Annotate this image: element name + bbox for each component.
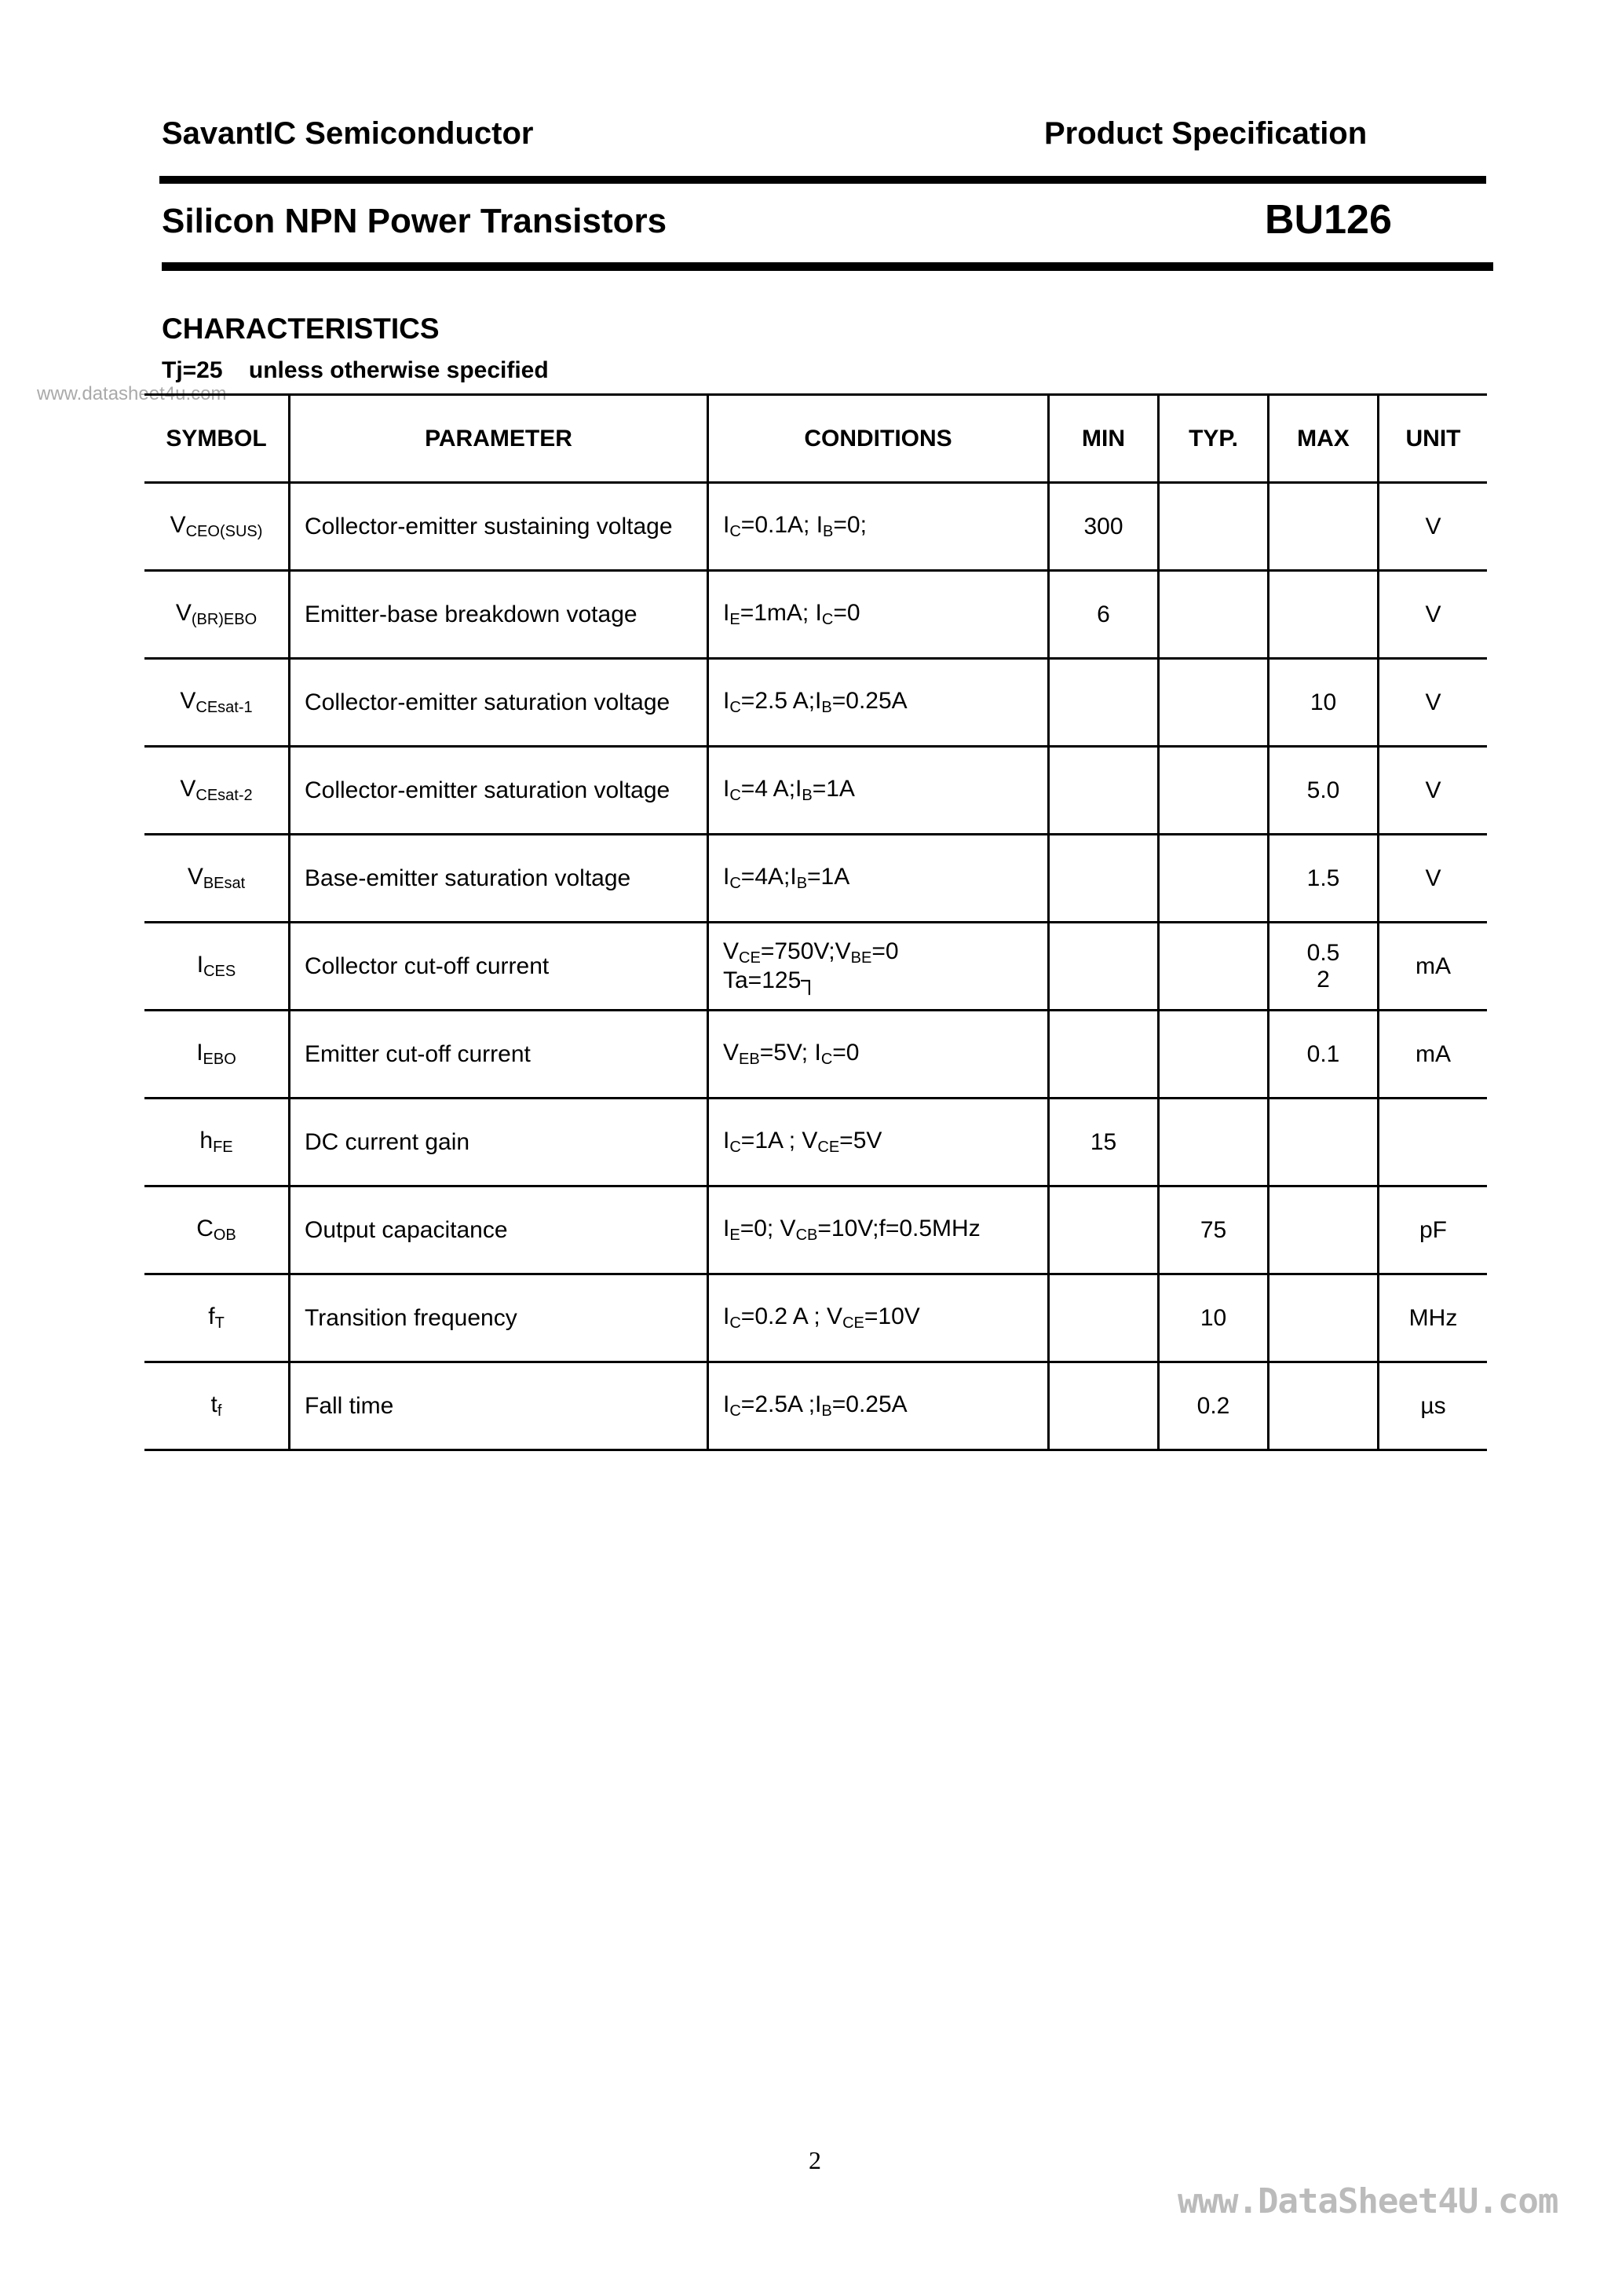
- min-cell: [1049, 1011, 1159, 1099]
- typ-cell: [1159, 923, 1269, 1011]
- unit-value: µs: [1420, 1392, 1446, 1419]
- unit-cell: [1379, 1099, 1488, 1186]
- table-row: [144, 1186, 1487, 1274]
- subscript: CE: [739, 949, 761, 967]
- text-segment: =2.5 A;I: [740, 688, 822, 714]
- max-cell: [1269, 659, 1379, 747]
- subscript: C: [729, 787, 741, 804]
- typ-value: 0.2: [1196, 1392, 1230, 1419]
- subscript: CEsat-2: [195, 787, 253, 804]
- table-row: [144, 1099, 1487, 1186]
- subscript: C: [821, 611, 834, 628]
- text-segment: =1mA; I: [740, 600, 822, 626]
- text-segment: =2.5A ;I: [740, 1391, 822, 1417]
- text-segment: =0: [871, 938, 899, 964]
- unit-cell: [1379, 659, 1488, 747]
- unit-value: V: [1425, 777, 1441, 803]
- parameter-cell: Output capacitance: [290, 1186, 708, 1274]
- unit-cell: [1379, 571, 1488, 659]
- text-segment: =0;: [833, 512, 867, 538]
- page-number: 2: [809, 2146, 821, 2174]
- unit-value: mA: [1416, 952, 1451, 979]
- text-segment: I: [723, 512, 730, 538]
- text-segment: f: [208, 1303, 215, 1329]
- symbol-cell: [144, 1362, 290, 1450]
- text-segment: =10V: [864, 1303, 920, 1329]
- subscript: C: [729, 1139, 741, 1156]
- text-segment: I: [723, 1128, 730, 1153]
- max-value: 10: [1310, 689, 1337, 715]
- max-cell: [1269, 923, 1379, 1011]
- min-cell: [1049, 923, 1159, 1011]
- typ-cell: [1159, 1274, 1269, 1362]
- subscript: C: [729, 1314, 741, 1332]
- text-segment: =4A;I: [740, 864, 797, 890]
- parameter-cell: Collector-emitter saturation voltage: [290, 747, 708, 835]
- typ-cell: [1159, 747, 1269, 835]
- table-row: [144, 659, 1487, 747]
- unit-cell: [1379, 1186, 1488, 1274]
- text-segment: =0: [832, 1040, 860, 1066]
- subscript: B: [823, 523, 834, 540]
- condition-line: [723, 776, 1047, 805]
- parameter-cell: Transition frequency: [290, 1274, 708, 1362]
- subscript: FE: [213, 1139, 233, 1156]
- min-value: 15: [1090, 1128, 1117, 1155]
- table-header-row: [144, 395, 1487, 483]
- subscript: CE: [842, 1314, 864, 1332]
- subscript: C: [729, 875, 741, 892]
- subscript: BEsat: [203, 875, 246, 892]
- min-cell: [1049, 659, 1159, 747]
- conditions-cell: [708, 1186, 1049, 1274]
- col-max: MAX: [1269, 395, 1379, 483]
- subscript: E: [729, 1227, 740, 1244]
- max-value: 0.1: [1306, 1040, 1340, 1067]
- col-unit: UNIT: [1379, 395, 1488, 483]
- unit-cell: [1379, 1274, 1488, 1362]
- table-row: [144, 923, 1487, 1011]
- text-segment: V: [170, 512, 186, 538]
- max-value: 0.5: [1306, 939, 1340, 966]
- text-segment: I: [723, 1391, 730, 1417]
- table-row: [144, 483, 1487, 571]
- min-cell: [1049, 1099, 1159, 1186]
- typ-cell: [1159, 483, 1269, 571]
- product-title: Silicon NPN Power Transistors: [162, 202, 667, 240]
- conditions-cell: [708, 571, 1049, 659]
- text-segment: =0: [833, 600, 860, 626]
- unit-value: mA: [1416, 1040, 1451, 1067]
- min-cell: [1049, 571, 1159, 659]
- condition-line: [723, 938, 1047, 967]
- max-cell: [1269, 1274, 1379, 1362]
- subscript: CEsat-1: [195, 699, 253, 716]
- parameter-cell: Collector-emitter sustaining voltage: [290, 483, 708, 571]
- subscript: C: [729, 523, 741, 540]
- condition-line: [723, 1128, 1047, 1157]
- col-conditions: CONDITIONS: [708, 395, 1049, 483]
- symbol-cell: [144, 1099, 290, 1186]
- conditions-cell: [708, 659, 1049, 747]
- subscript: CB: [795, 1227, 818, 1244]
- unit-value: V: [1425, 513, 1441, 539]
- unit-value: pF: [1419, 1216, 1447, 1243]
- text-segment: I: [196, 952, 204, 978]
- subscript: OB: [213, 1227, 236, 1244]
- table-row: [144, 1011, 1487, 1099]
- text-segment: I: [723, 1303, 730, 1329]
- min-cell: [1049, 483, 1159, 571]
- text-segment: =1A ; V: [740, 1128, 818, 1153]
- subscript: C: [729, 699, 741, 716]
- condition-line: [723, 967, 1047, 994]
- condition-line: [723, 600, 1047, 629]
- condition-line: [723, 512, 1047, 541]
- unit-cell: [1379, 1011, 1488, 1099]
- condition-line: [723, 1303, 1047, 1333]
- doc-type: Product Specification: [1044, 116, 1368, 151]
- min-cell: [1049, 1362, 1159, 1450]
- subscript: EBO: [203, 1051, 236, 1068]
- min-cell: [1049, 835, 1159, 923]
- typ-cell: [1159, 659, 1269, 747]
- text-segment: =5V: [839, 1128, 882, 1153]
- condition-line: [723, 1040, 1047, 1069]
- subscript: B: [821, 699, 832, 716]
- part-number: BU126: [1265, 197, 1392, 243]
- max-value: 2: [1317, 966, 1330, 993]
- max-cell: [1269, 1362, 1379, 1450]
- watermark-left: www.datasheet4u.com: [37, 383, 227, 404]
- table-row: [144, 835, 1487, 923]
- condition-line: [723, 688, 1047, 717]
- text-segment: I: [196, 1040, 203, 1066]
- company-name: SavantIC Semiconductor: [162, 116, 534, 151]
- subscript: EB: [739, 1051, 760, 1068]
- text-segment: t: [210, 1391, 217, 1417]
- text-segment: I: [723, 688, 730, 714]
- text-segment: h: [199, 1128, 214, 1153]
- parameter-cell: DC current gain: [290, 1099, 708, 1186]
- text-segment: =0.1A; I: [740, 512, 824, 538]
- unit-cell: [1379, 923, 1488, 1011]
- typ-cell: [1159, 1186, 1269, 1274]
- text-segment: V: [723, 1040, 740, 1066]
- text-segment: V: [723, 938, 740, 964]
- unit-value: V: [1425, 689, 1441, 715]
- col-min: MIN: [1049, 395, 1159, 483]
- text-segment: I: [723, 1216, 730, 1241]
- min-value: 6: [1097, 601, 1110, 627]
- max-value: 5.0: [1306, 777, 1340, 803]
- symbol-cell: [144, 659, 290, 747]
- conditions-cell: [708, 1099, 1049, 1186]
- text-segment: C: [196, 1216, 214, 1241]
- subscript: B: [821, 1402, 832, 1420]
- typ-value: 10: [1200, 1304, 1227, 1331]
- subscript: CES: [203, 963, 236, 980]
- conditions-cell: [708, 1274, 1049, 1362]
- min-cell: [1049, 1186, 1159, 1274]
- max-cell: [1269, 1186, 1379, 1274]
- text-segment: =0.25A: [831, 688, 908, 714]
- parameter-cell: Collector-emitter saturation voltage: [290, 659, 708, 747]
- max-value: 1.5: [1306, 865, 1340, 891]
- max-cell: [1269, 747, 1379, 835]
- conditions-cell: [708, 1362, 1049, 1450]
- col-typ: TYP.: [1159, 395, 1269, 483]
- table-row: [144, 1362, 1487, 1450]
- max-cell: [1269, 483, 1379, 571]
- table-row: [144, 1274, 1487, 1362]
- condition-line: [723, 864, 1047, 893]
- min-cell: [1049, 747, 1159, 835]
- text-segment: =0.2 A ; V: [740, 1303, 843, 1329]
- text-segment: I: [723, 776, 730, 802]
- typ-cell: [1159, 835, 1269, 923]
- parameter-cell: Emitter cut-off current: [290, 1011, 708, 1099]
- parameter-cell: Emitter-base breakdown votage: [290, 571, 708, 659]
- text-segment: =1A: [812, 776, 855, 802]
- subscript: f: [217, 1402, 222, 1420]
- subscript: (BR)EBO: [191, 611, 258, 628]
- condition-line: [723, 1391, 1047, 1420]
- col-parameter: PARAMETER: [290, 395, 708, 483]
- unit-cell: [1379, 1362, 1488, 1450]
- text-segment: V: [187, 864, 203, 890]
- subscript: C: [729, 1402, 741, 1420]
- text-segment: =750V;V: [760, 938, 851, 964]
- parameter-cell: Collector cut-off current: [290, 923, 708, 1011]
- text-segment: I: [723, 864, 730, 890]
- symbol-cell: [144, 1274, 290, 1362]
- parameter-cell: Fall time: [290, 1362, 708, 1450]
- symbol-cell: [144, 1186, 290, 1274]
- header-rule-top: [159, 176, 1486, 184]
- parameter-cell: Base-emitter saturation voltage: [290, 835, 708, 923]
- text-segment: =4 A;I: [740, 776, 802, 802]
- typ-cell: [1159, 571, 1269, 659]
- symbol-cell: [144, 835, 290, 923]
- subscript: CEO(SUS): [185, 523, 263, 540]
- text-segment: V: [180, 688, 196, 714]
- text-segment: =5V; I: [759, 1040, 821, 1066]
- text-segment: =1A: [807, 864, 850, 890]
- section-condition: Tj=25 unless otherwise specified: [162, 357, 549, 383]
- subscript: CE: [817, 1139, 840, 1156]
- text-segment: I: [723, 600, 730, 626]
- unit-value: V: [1425, 601, 1441, 627]
- max-cell: [1269, 1011, 1379, 1099]
- table-row: [144, 747, 1487, 835]
- unit-cell: [1379, 835, 1488, 923]
- table-row: [144, 571, 1487, 659]
- subscript: BE: [850, 949, 872, 967]
- conditions-cell: [708, 747, 1049, 835]
- unit-value: MHz: [1408, 1304, 1458, 1331]
- subscript: T: [214, 1314, 225, 1332]
- typ-cell: [1159, 1011, 1269, 1099]
- subscript: B: [802, 787, 813, 804]
- text-segment: V: [180, 776, 196, 802]
- section-title: CHARACTERISTICS: [162, 313, 440, 345]
- conditions-cell: [708, 923, 1049, 1011]
- min-cell: [1049, 1274, 1159, 1362]
- subscript: C: [820, 1051, 833, 1068]
- text-segment: =0; V: [740, 1216, 796, 1241]
- header-rule-bottom: [162, 262, 1493, 271]
- text-segment: =10V;f=0.5MHz: [817, 1216, 981, 1241]
- text-segment: Ta=125┐: [723, 967, 818, 993]
- max-cell: [1269, 1099, 1379, 1186]
- symbol-cell: [144, 483, 290, 571]
- unit-cell: [1379, 483, 1488, 571]
- typ-cell: [1159, 1099, 1269, 1186]
- min-value: 300: [1083, 513, 1123, 539]
- conditions-cell: [708, 483, 1049, 571]
- max-cell: [1269, 571, 1379, 659]
- symbol-cell: [144, 923, 290, 1011]
- watermark-right: www.DataSheet4U.com: [1178, 2181, 1558, 2221]
- conditions-cell: [708, 835, 1049, 923]
- col-symbol: SYMBOL: [144, 395, 290, 483]
- typ-value: 75: [1200, 1216, 1227, 1243]
- symbol-cell: [144, 1011, 290, 1099]
- condition-line: [723, 1216, 1047, 1245]
- conditions-cell: [708, 1011, 1049, 1099]
- symbol-cell: [144, 571, 290, 659]
- unit-cell: [1379, 747, 1488, 835]
- subscript: E: [729, 611, 740, 628]
- symbol-cell: [144, 747, 290, 835]
- characteristics-table: [144, 393, 1487, 1451]
- subscript: B: [796, 875, 808, 892]
- text-segment: =0.25A: [831, 1391, 908, 1417]
- max-cell: [1269, 835, 1379, 923]
- text-segment: V: [175, 600, 192, 626]
- unit-value: V: [1425, 865, 1441, 891]
- typ-cell: [1159, 1362, 1269, 1450]
